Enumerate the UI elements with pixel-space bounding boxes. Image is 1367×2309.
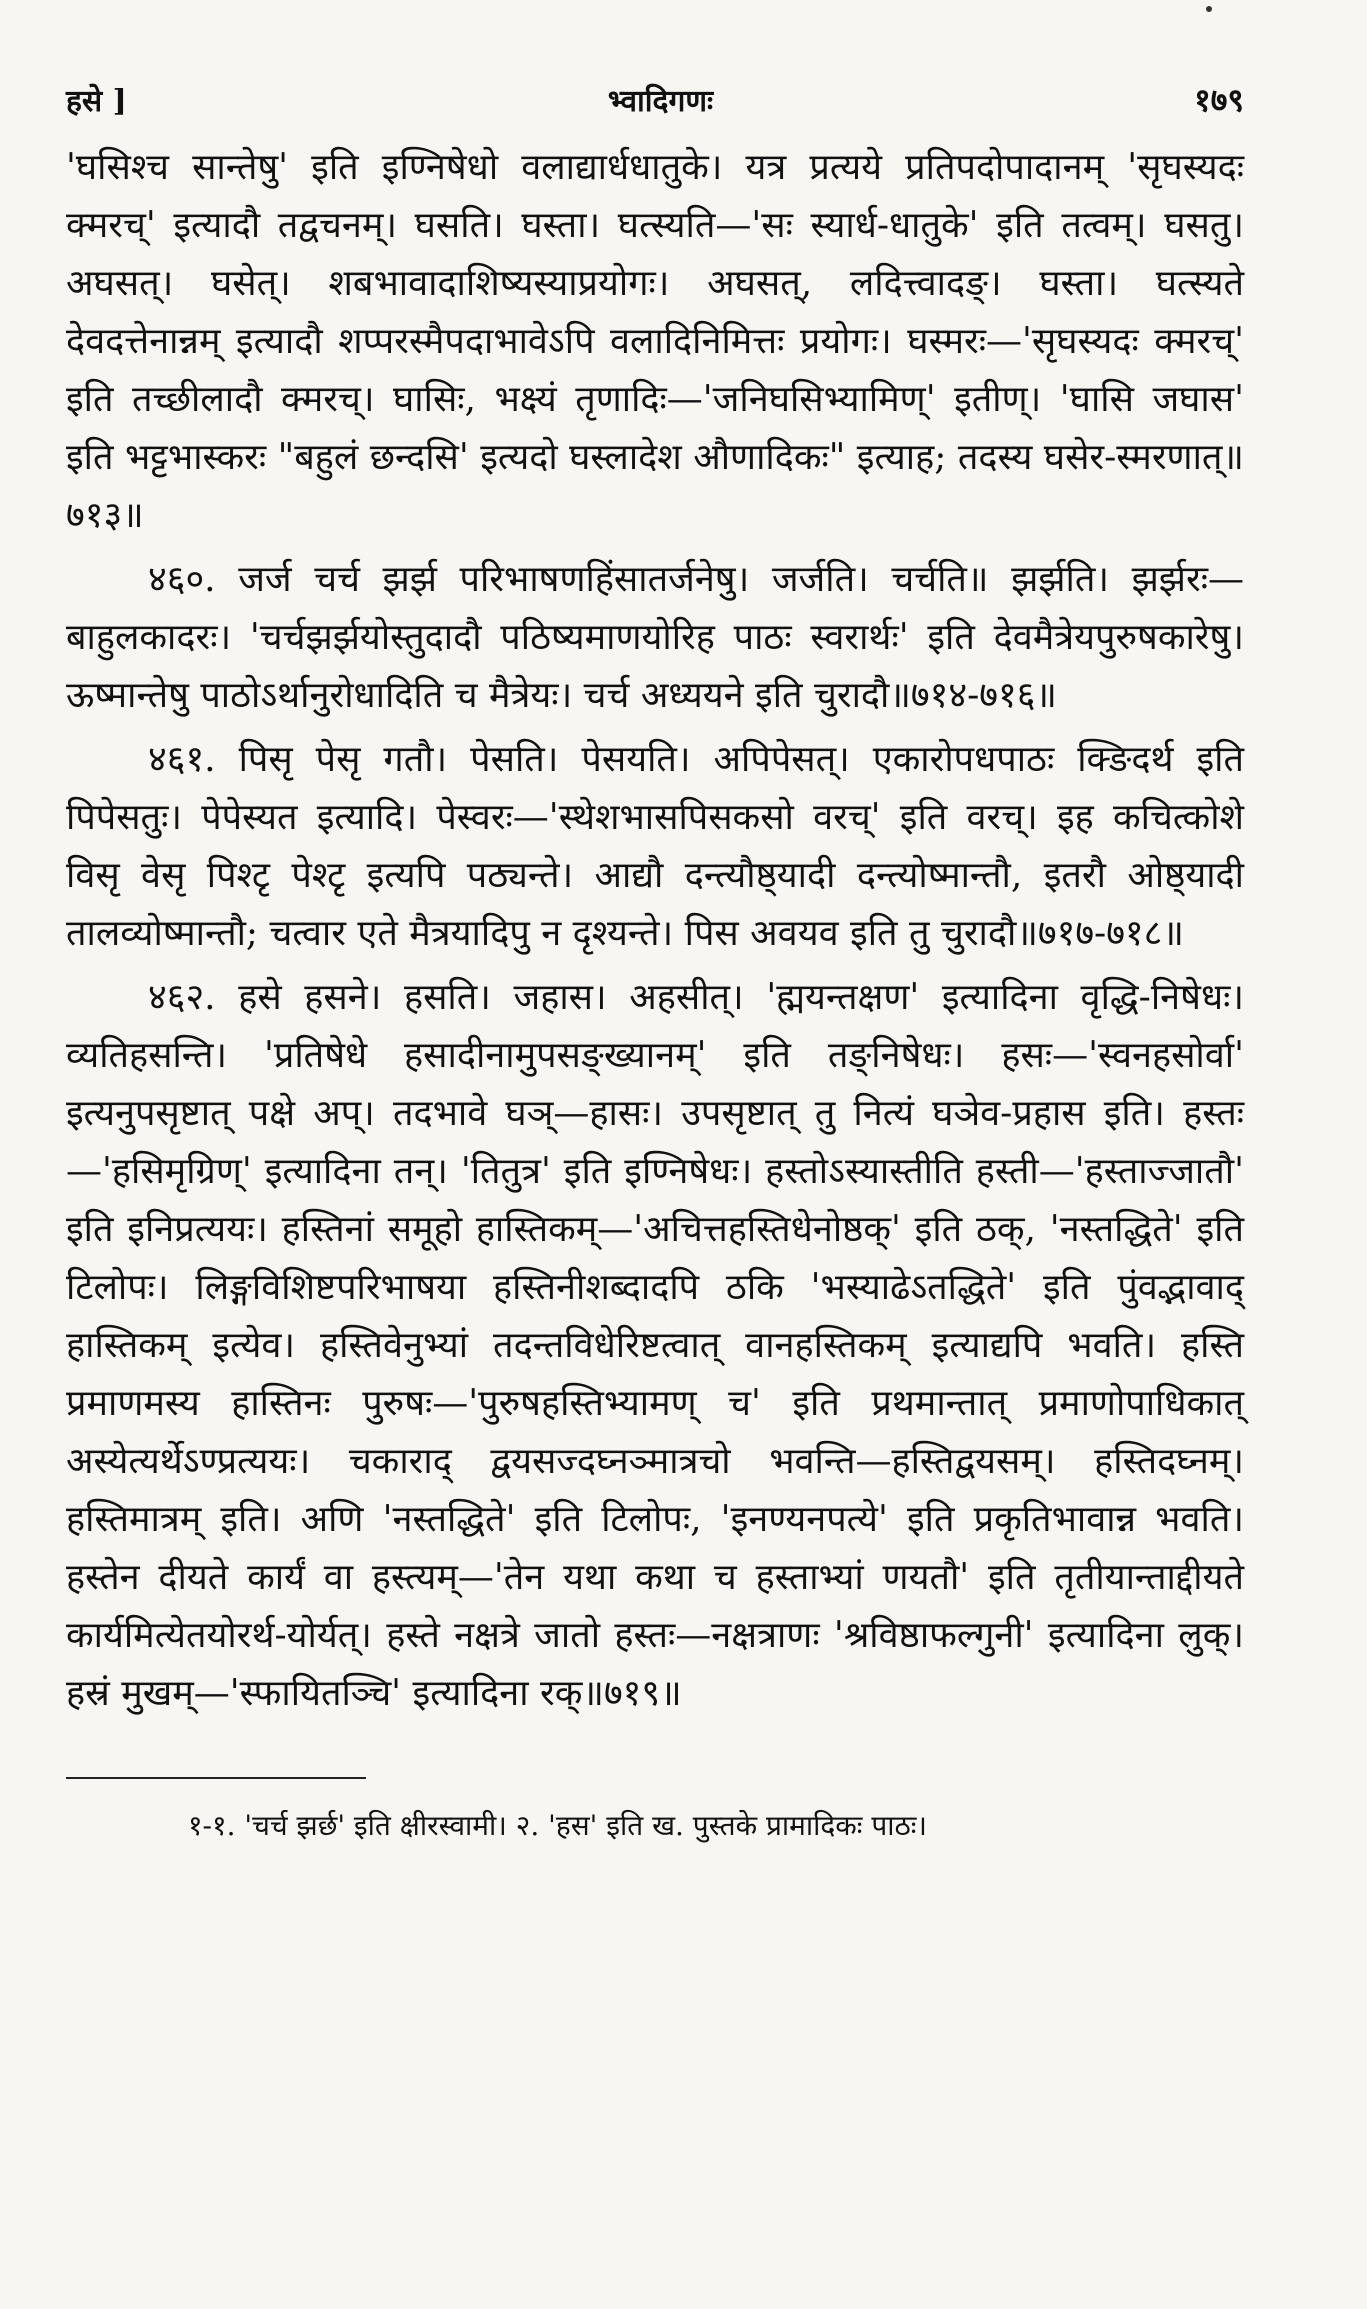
page-number: १७९ bbox=[1194, 81, 1244, 119]
paragraph-dhatu-461: ४६१. पिसृ पेसृ गतौ। पेसति। पेसयति। अपिपेसत्। एकारोपधपाठः क्ङिदर्थ इति पिपेसतुः। पेपेस्यत इत्यादि। पेस्वरः—'स्थेशभासपिसकसो वरच्' इति वरच्। इह कचित्कोशे विसृ वेसृ पिश्टृ पेश्टृ इत्यपि पठ्यन्ते। आद्यौ दन्त्यौष्ठ्यादी दन्त्योष्मान्तौ, इतरौ ओष्ठ्यादी तालव्योष्मान्तौ; चत्वार एते मैत्रयादिपु न दृश्यन्ते। पिस अवयव इति तु चुरादौ॥७१७-७१८॥ bbox=[66, 739, 1244, 954]
page-header bbox=[66, 78, 1244, 121]
paragraph-dhatu-460: ४६०. जर्ज चर्च झर्झ परिभाषणहिंसातर्जनेषु। जर्जति। चर्चति॥ झर्झति। झर्झरः—बाहुलकादरः। 'चर्चझर्झयोस्तुदादौ पठिष्यमाणयोरिह पाठः स्वरार्थः' इति देवमैत्रेयपुरुषकारेषु। ऊष्मान्तेषु पाठोऽर्थानुरोधादिति च मैत्रेयः। चर्च अध्ययने इति चुरादौ॥७१४-७१६॥ bbox=[66, 559, 1244, 716]
paragraph-dhatu-462: ४६२. हसे हसने। हसति। जहास। अहसीत्। 'ह्मयन्तक्षण' इत्यादिना वृद्धि-निषेधः। व्यतिहसन्ति। 'प्रतिषेधे हसादीनामुपसङ्ख्यानम्' इति तङ्निषेधः। हसः—'स्वनहसोर्वा' इत्यनुपसृष्टात् पक्षे अप्। तदभावे घञ्—हासः। उपसृष्टात् तु नित्यं घञेव-प्रहास इति। हस्तः—'हसिमृग्रिण्' इत्यादिना तन्। 'तितुत्र' इति इण्निषेधः। हस्तोऽस्यास्तीति हस्ती—'हस्ताज्जातौ' इति इनिप्रत्ययः। हस्तिनां समूहो हास्तिकम्—'अचित्तहस्तिधेनोष्ठक्' इति ठक्, 'नस्तद्धिते' इति टिलोपः। लिङ्गविशिष्टपरिभाषया हस्तिनीशब्दादपि ठकि 'भस्याढेऽतद्धिते' इति पुंवद्भावाद् हास्तिकम् इत्येव। हस्तिवेनुभ्यां तदन्तविधेरिष्टत्वात् वानहस्तिकम् इत्याद्यपि भवति। हस्ति प्रमाणमस्य हास्तिनः पुरुषः—'पुरुषहस्तिभ्यामण् च' इति प्रथमान्तात् प्रमाणोपाधिकात् अस्येत्यर्थेऽण्प्रत्ययः। चकाराद् द्वयसज्दघ्नञ्मात्रचो भवन्ति—हस्तिद्वयसम्। हस्तिदघ्नम्। हस्तिमात्रम् इति। अणि 'नस्तद्धिते' इति टिलोपः, 'इनण्यनपत्ये' इति प्रकृतिभावान्न भवति। हस्तेन दीयते कार्यं वा हस्त्यम्—'तेन यथा कथा च हस्ताभ्यां णयतौ' इति तृतीयान्ताद्दीयते कार्यमित्येतयोरर्थ-योर्यत्। हस्ते नक्षत्रे जातो हस्तः—नक्षत्राणः 'श्रविष्ठाफल्गुनी' इत्यादिना लुक्। हस्रं मुखम्—'स्फायितञ्चि' इत्यादिना रक्॥७१९॥ bbox=[66, 977, 1244, 1714]
header-title: भ्वादिगणः bbox=[607, 84, 714, 119]
footnote: १-१. 'चर्च झर्छ' इति क्षीरस्वामी। २. 'हस' इति ख. पुस्तके प्रामादिकः पाठः। bbox=[188, 1809, 928, 1842]
paragraph-dhatu-459-contd: 'घसिश्च सान्तेषु' इति इण्निषेधो वलाद्यार्धधातुके। यत्र प्रत्यये प्रतिपदोपादानम् 'सृघस्यदः क्मरच्' इत्यादौ तद्वचनम्। घसति। घस्ता। घत्स्यति—'सः स्यार्ध-धातुके' इति तत्वम्। घसतु। अघसत्। घसेत्। शबभावादाशिष्यस्याप्रयोगः। अघसत्, लदित्त्वादङ्। घस्ता। घत्स्यते देवदत्तेनान्नम् इत्यादौ शप्परस्मैपदाभावेऽपि वलादिनिमित्तः प्रयोगः। घस्मरः—'सृघस्यदः क्मरच्' इति तच्छीलादौ क्मरच्। घासिः, भक्ष्यं तृणादिः—'जनिघसिभ्यामिण्' इतीण्। 'घासि जघास' इति भट्टभास्करः "बहुलं छन्दसि' इत्यदो घस्लादेश औणादिकः" इत्याह; तदस्य घसेर-स्मरणात्॥७१३॥ bbox=[66, 147, 1244, 536]
header-section-ref: हसे ] bbox=[66, 84, 127, 119]
ink-speck bbox=[1206, 6, 1212, 12]
page bbox=[66, 78, 1244, 1847]
footnote-divider bbox=[66, 1777, 366, 1779]
